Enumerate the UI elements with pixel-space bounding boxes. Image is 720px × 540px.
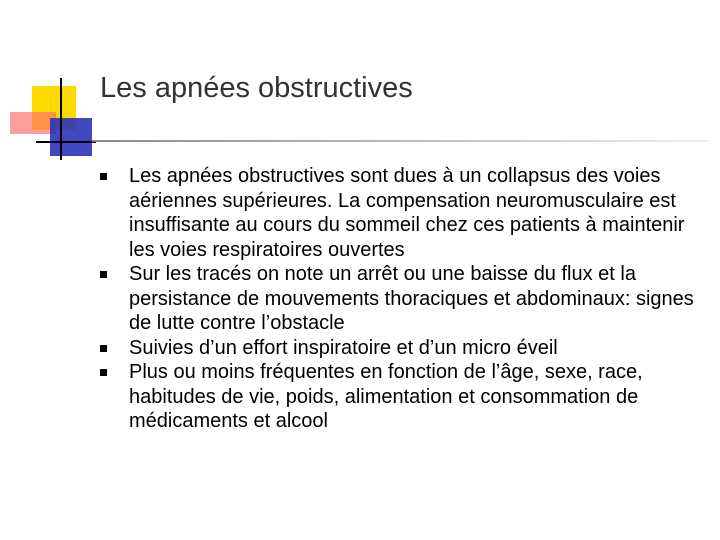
bullet-text: Sur les tracés on note un arrêt ou une baisse du flux et la persistance de mouvements thoraciques et abdominaux: signes de lutte contre l’obstacle bbox=[129, 263, 694, 334]
logo-horizontal-line bbox=[36, 141, 96, 143]
square-bullet-icon bbox=[100, 345, 107, 352]
bullet-text: Les apnées obstructives sont dues à un collapsus des voies aériennes supérieures. La compensation neuromusculaire est insuffisante au cours du sommeil chez ces patients à maintenir les voies respiratoires ouvertes bbox=[129, 165, 685, 261]
square-bullet-icon bbox=[100, 271, 107, 278]
square-bullet-icon bbox=[100, 173, 107, 180]
bullet-text: Suivies d’un effort inspiratoire et d’un micro éveil bbox=[129, 336, 558, 359]
title-underline bbox=[92, 140, 710, 142]
bullet-text: Plus ou moins fréquentes en fonction de l’âge, sexe, race, habitudes de vie, poids, alimentation et consommation de médicaments et alcool bbox=[129, 361, 643, 432]
bullet-item bbox=[96, 360, 696, 434]
bullet-item bbox=[96, 336, 696, 361]
bullet-list bbox=[96, 164, 696, 434]
bullet-item bbox=[96, 262, 696, 336]
logo-vertical-line bbox=[60, 78, 62, 160]
logo-blue-square bbox=[50, 118, 92, 156]
square-bullet-icon bbox=[100, 369, 107, 376]
slide-title: Les apnées obstructives bbox=[100, 72, 413, 104]
bullet-item bbox=[96, 164, 696, 262]
